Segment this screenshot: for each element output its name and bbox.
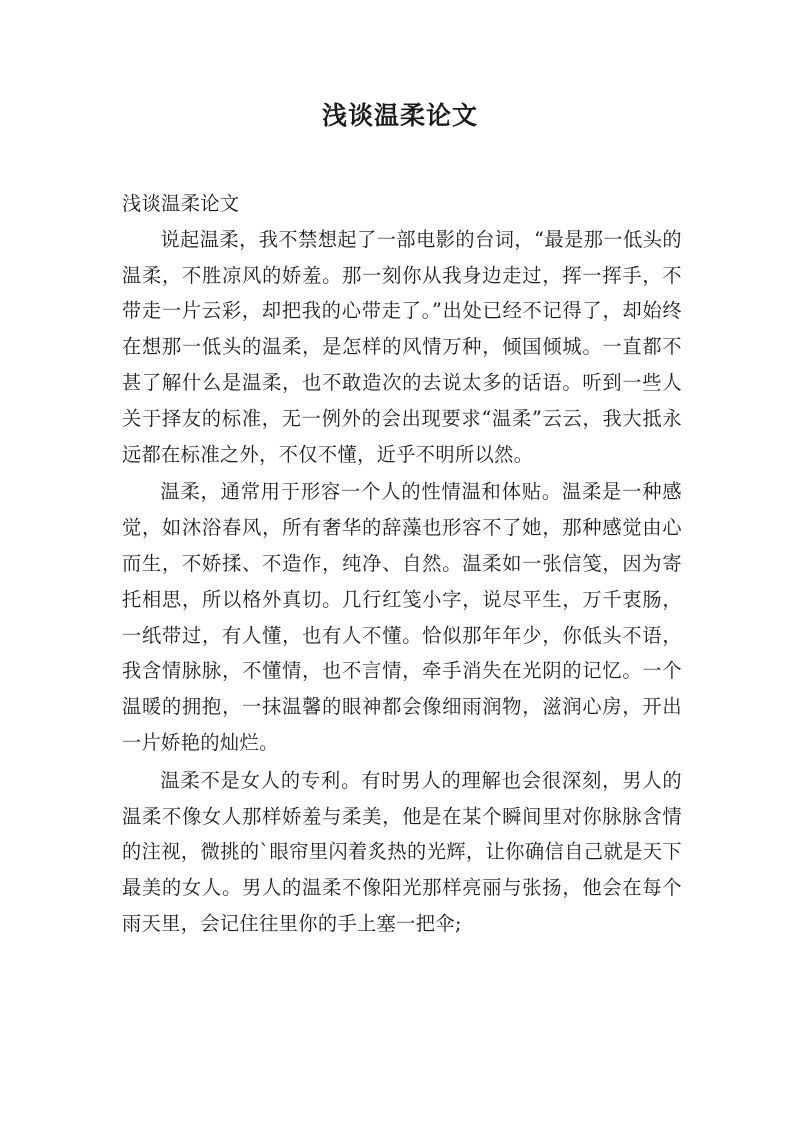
document-body xyxy=(122,186,682,942)
document-title: 浅谈温柔论文 xyxy=(321,101,478,130)
paragraph-3: 温柔不是女人的专利。有时男人的理解也会很深刻，男人的温柔不像女人那样娇羞与柔美，他是在某个瞬间里对你脉脉含情的注视，微挑的`眼帘里闪着炙热的光辉，让你确信自己就是天下最美的女人。男人的温柔不像阳光那样亮丽与张扬，他会在每个雨天里，会记住往里你的手上塞一把伞; xyxy=(122,768,682,935)
document-subtitle: 浅谈温柔论文 xyxy=(122,192,240,215)
paragraph-2: 温柔，通常用于形容一个人的性情温和体贴。温柔是一种感觉，如沐浴春风，所有奢华的辞藻也形容不了她，那种感觉由心而生，不娇揉、不造作，纯净、自然。温柔如一张信笺，因为寄托相思，所以格外真切。几行红笺小字，说尽平生，万千衷肠，一纸带过，有人懂，也有人不懂。恰似那年年少，你低头不语，我含情脉脉，不懂情，也不言情，牵手消失在光阴的记忆。一个温暖的拥抱，一抹温馨的眼神都会像细雨润物，滋润心房，开出一片娇艳的灿烂。 xyxy=(122,480,682,754)
paragraph-1: 说起温柔，我不禁想起了一部电影的台词，“最是那一低头的温柔，不胜凉风的娇羞。那一刻你从我身边走过，挥一挥手，不带走一片云彩，却把我的心带走了。”出处已经不记得了，却始终在想那一低头的温柔，是怎样的风情万种，倾国倾城。一直都不甚了解什么是温柔，也不敢造次的去说太多的话语。听到一些人关于择友的标准，无一例外的会出现要求“温柔”云云，我大抵永远都在标准之外，不仅不懂，近乎不明所以然。 xyxy=(122,227,682,466)
